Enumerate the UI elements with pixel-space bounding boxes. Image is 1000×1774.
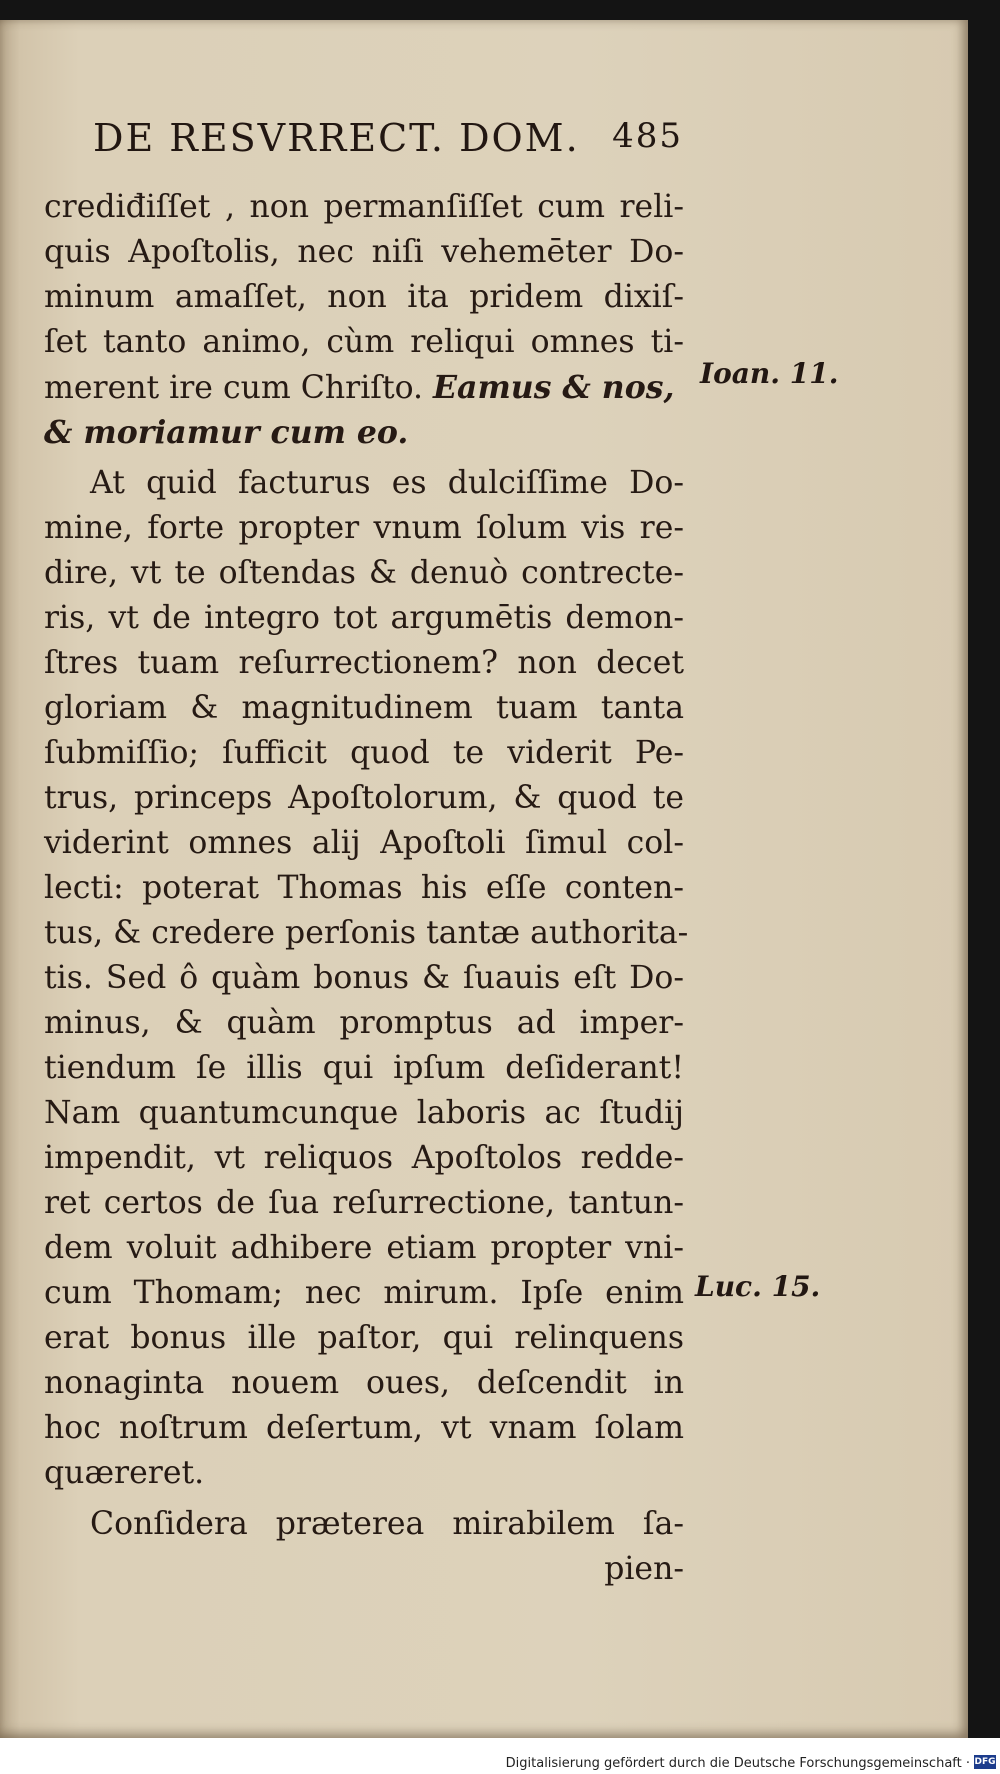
text-line: minus, & quàm promptus ad imper- — [44, 1005, 684, 1041]
text-line: cum Thomam; nec mirum. Ipſe enim — [44, 1275, 684, 1311]
text-line: ſtres tuam reſurrectionem? non decet — [44, 645, 684, 681]
text-line: dire, vt te oſtendas & denuò contrecte- — [44, 555, 684, 591]
text-line: ris, vt de integro tot argumētis demon- — [44, 600, 684, 636]
text-line: quis Apoſtolis, nec niſi vehemēter Do- — [44, 234, 684, 270]
text-line: minum amaſſet, non ita pridem dixiſ- — [44, 279, 684, 315]
text-line: tis. Sed ô quàm bonus & ſuauis eſt Do- — [44, 960, 684, 996]
digitization-footer — [0, 1738, 1000, 1774]
text-line: hoc noſtrum deſertum, vt vnam ſolam — [44, 1410, 684, 1446]
catchword: pien- — [604, 1551, 684, 1587]
book-page — [0, 20, 968, 1738]
dfg-logo: DFG — [974, 1757, 996, 1767]
text-line: trus, princeps Apoſtolorum, & quod te — [44, 780, 684, 816]
text-line: impendit, vt reliquos Apoſtolos redde- — [44, 1140, 684, 1176]
text-line — [44, 365, 684, 410]
text-line: gloriam & magnitudinem tuam tanta — [44, 690, 684, 726]
marginal-note-luc: Luc. 15. — [695, 1270, 821, 1303]
marginal-note-ioan: Ioan. 11. — [700, 357, 839, 390]
text-line: Nam quantumcunque laboris ac ſtudij — [44, 1095, 684, 1131]
text-line: Conſidera præterea mirabilem ſa- — [90, 1506, 684, 1542]
text-line: ſubmiſſio; ſufficit quod te viderit Pe- — [44, 735, 684, 771]
text-line: crediđiſſet , non permanſiſſet cum reli- — [44, 189, 684, 225]
page-number: 485 — [612, 116, 683, 156]
text-line: nonaginta nouem oues, deſcendit in — [44, 1365, 684, 1401]
body-text — [44, 185, 689, 1592]
text-line: At quid facturus es dulciſſime Do- — [90, 465, 684, 501]
text-line: quæreret. — [44, 1455, 205, 1491]
italic-quote: Eamus & nos, — [433, 369, 675, 406]
page-header — [93, 98, 683, 178]
text-line: dem voluit adhibere etiam propter vni- — [44, 1230, 684, 1266]
footer-credit: Digitalisierung gefördert durch die Deutsche Forschungsgemeinschaft · — [505, 1756, 970, 1771]
running-head: DE RESVRRECT. DOM. — [93, 116, 580, 160]
text-line: tus, & credere perſonis tantæ authorita- — [44, 915, 689, 951]
text-fragment: merent ire cum Chriſto. — [44, 370, 434, 406]
text-line: ſet tanto animo, cùm reliqui omnes ti- — [44, 324, 684, 360]
text-line: ret certos de ſua reſurrectione, tantun- — [44, 1185, 684, 1221]
italic-quote-line: & moriamur cum eo. — [44, 414, 409, 451]
text-line: viderint omnes alij Apoſtoli ſimul col- — [44, 825, 684, 861]
text-line: lecti: poterat Thomas his eſſe conten- — [44, 870, 684, 906]
text-line: mine, forte propter vnum ſolum vis re- — [44, 510, 684, 546]
text-line: erat bonus ille paſtor, qui relinquens — [44, 1320, 684, 1356]
text-line: tiendum ſe illis qui ipſum deſiderant! — [44, 1050, 684, 1086]
